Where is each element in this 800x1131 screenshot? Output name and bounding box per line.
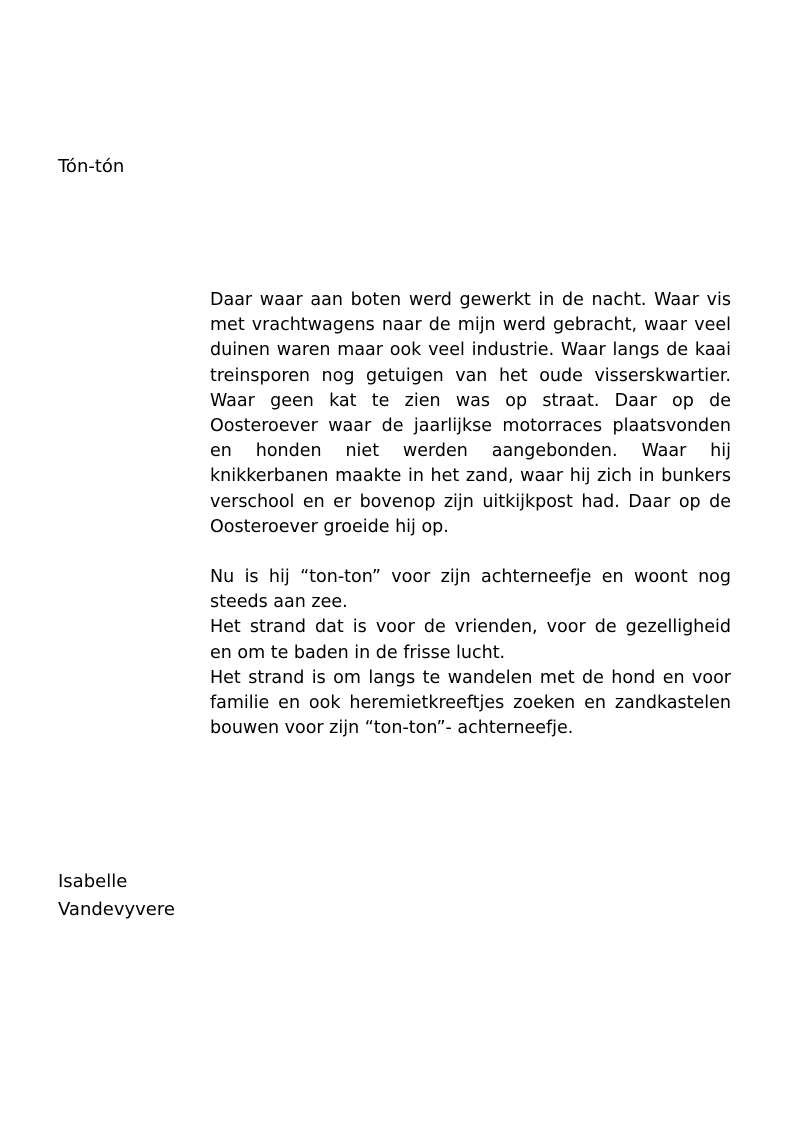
text-line: Daar waar aan boten werd gewerkt in de nacht. Waar vis bbox=[210, 290, 731, 310]
author-name bbox=[58, 868, 175, 924]
text-line: knikkerbanen maakte in het zand, waar hij zich in bunkers bbox=[210, 466, 731, 487]
text-line: Waar geen kat te zien was op straat. Daar op de bbox=[210, 390, 731, 411]
text-line: Nu is hij “ton-ton” voor zijn achterneefje en woont nog bbox=[210, 567, 731, 588]
text-line: met vrachtwagens naar de mijn werd gebracht, waar veel bbox=[210, 315, 731, 336]
text-line: steeds aan zee. bbox=[210, 592, 348, 613]
text-line: treinsporen nog getuigen van het oude visserskwartier. bbox=[210, 365, 731, 386]
body-text bbox=[210, 288, 731, 741]
text-line: Oosteroever waar de jaarlijkse motorraces plaatsvonden bbox=[210, 415, 731, 436]
author-last-name: Vandevyvere bbox=[58, 899, 175, 920]
text-line: bouwen voor zijn “ton-ton”- achterneefje. bbox=[210, 718, 574, 739]
author-first-name: Isabelle bbox=[58, 871, 128, 892]
page-title: Tón-tón bbox=[58, 156, 125, 177]
paragraph-2 bbox=[210, 565, 731, 741]
text-line: Oosteroever groeide hij op. bbox=[210, 516, 449, 537]
text-line: verschool en er bovenop zijn uitkijkpost had. Daar op de bbox=[210, 491, 731, 512]
text-line: Het strand dat is voor de vrienden, voor de gezelligheid bbox=[210, 617, 731, 638]
paragraph-1 bbox=[210, 288, 731, 540]
text-line: en om te baden in de frisse lucht. bbox=[210, 642, 506, 663]
text-line: en honden niet werden aangebonden. Waar hij bbox=[210, 441, 731, 462]
paragraph-gap bbox=[210, 540, 731, 565]
text-line: familie en ook heremietkreeftjes zoeken en zandkastelen bbox=[210, 693, 731, 713]
text-line: duinen waren maar ook veel industrie. Waar langs de kaai bbox=[210, 340, 731, 361]
text-line: Het strand is om langs te wandelen met de hond en voor bbox=[210, 667, 731, 688]
